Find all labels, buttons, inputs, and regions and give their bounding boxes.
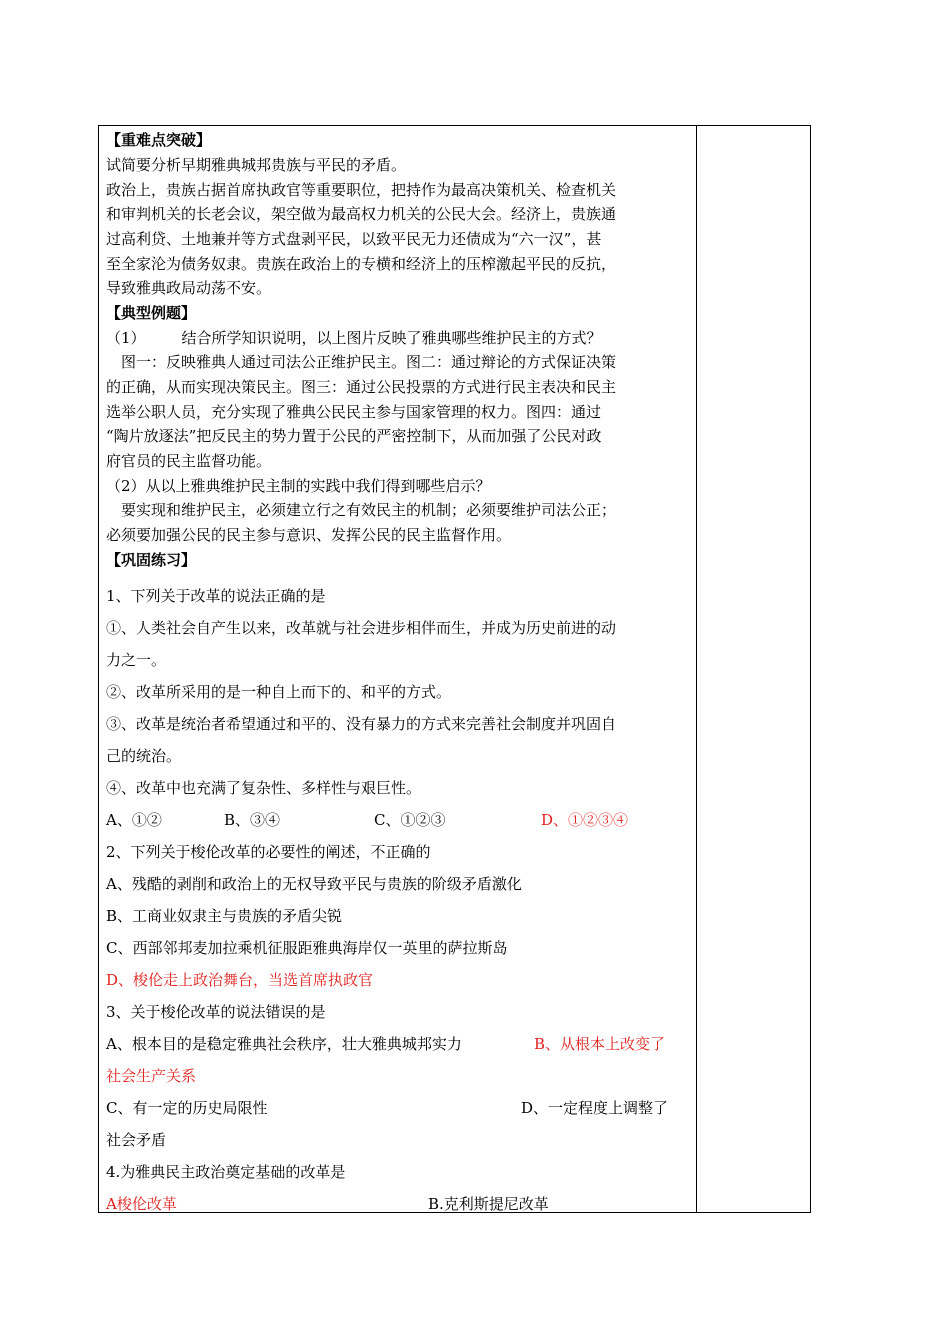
example-a1-line: 府官员的民主监督功能。	[106, 452, 272, 470]
heading-examples: 【典型例题】	[106, 304, 197, 322]
practice-q3-option-c: C、有一定的历史局限性	[106, 1099, 268, 1117]
key-answer-line: 和审判机关的长老会议，架空做为最高权力机关的公民大会。经济上，贵族通	[106, 205, 617, 223]
practice-q4-option-a-answer: A梭伦改革	[106, 1195, 177, 1213]
key-answer-line: 政治上，贵族占据首席执政官等重要职位，把持作为最高决策机关、检查机关	[106, 181, 617, 199]
practice-q1-item: ③、改革是统治者希望通过和平的、没有暴力的方式来完善社会制度并巩固自	[106, 715, 617, 733]
example-a2-line: 要实现和维护民主，必须建立行之有效民主的机制；必须要维护司法公正；	[121, 501, 617, 519]
example-a1-line: 的正确，从而实现决策民主。图三：通过公民投票的方式进行民主表决和民主	[106, 378, 617, 396]
notes-column-divider	[696, 125, 697, 1213]
practice-q1-item: 己的统治。	[106, 747, 182, 765]
option-a: A、①②	[106, 811, 162, 829]
practice-q2-option-a: A、残酷的剥削和政治上的无权导致平民与贵族的阶级矛盾激化	[106, 875, 522, 893]
practice-q1-item: ④、改革中也充满了复杂性、多样性与艰巨性。	[106, 779, 422, 797]
practice-q3-option-b-answer: B、从根本上改变了	[534, 1035, 666, 1053]
practice-q1-item: 力之一。	[106, 651, 167, 669]
practice-q1-stem: 1、下列关于改革的说法正确的是	[106, 587, 326, 605]
heading-practice: 【巩固练习】	[106, 551, 197, 569]
example-q1-text: 结合所学知识说明，以上图片反映了雅典哪些维护民主的方式？	[181, 329, 602, 347]
practice-q3-option-d: D、一定程度上调整了	[521, 1099, 669, 1117]
heading-key-points: 【重难点突破】	[106, 131, 212, 149]
practice-q1-item: ①、人类社会自产生以来，改革就与社会进步相伴而生，并成为历史前进的动	[106, 619, 617, 637]
key-question: 试简要分析早期雅典城邦贵族与平民的矛盾。	[106, 156, 407, 174]
practice-q3-stem: 3、关于梭伦改革的说法错误的是	[106, 1003, 326, 1021]
key-answer-line: 导致雅典政局动荡不安。	[106, 279, 272, 297]
practice-q4-stem: 4.为雅典民主政治奠定基础的改革是	[106, 1163, 346, 1181]
key-answer-line: 至全家沦为债务奴隶。贵族在政治上的专横和经济上的压榨激起平民的反抗，	[106, 255, 617, 273]
example-q1-number: （1）	[106, 329, 146, 347]
example-a1-line: 选举公职人员，充分实现了雅典公民民主参与国家管理的权力。图四：通过	[106, 403, 602, 421]
example-a1-line: 图一：反映雅典人通过司法公正维护民主。图二：通过辩论的方式保证决策	[121, 353, 617, 371]
practice-q3-option-b-cont: 社会生产关系	[106, 1067, 197, 1085]
option-b: B、③④	[224, 811, 281, 829]
practice-q3-option-d-cont: 社会矛盾	[106, 1131, 167, 1149]
option-c: C、①②③	[374, 811, 446, 829]
example-a2-line: 必须要加强公民的民主参与意识、发挥公民的民主监督作用。	[106, 526, 512, 544]
option-d-answer: D、①②③④	[541, 811, 629, 829]
example-a1-line: “陶片放逐法”把反民主的势力置于公民的严密控制下，从而加强了公民对政	[106, 427, 602, 445]
key-answer-line: 过高利贷、土地兼并等方式盘剥平民，以致平民无力还债成为“六一汉”，甚	[106, 230, 602, 248]
example-q2: （2）从以上雅典维护民主制的实践中我们得到哪些启示？	[106, 477, 491, 495]
practice-q1-item: ②、改革所采用的是一种自上而下的、和平的方式。	[106, 683, 452, 701]
practice-q2-option-c: C、西部邻邦麦加拉乘机征服距雅典海岸仅一英里的萨拉斯岛	[106, 939, 508, 957]
practice-q2-option-b: B、工商业奴隶主与贵族的矛盾尖锐	[106, 907, 343, 925]
practice-q2-stem: 2、下列关于梭伦改革的必要性的阐述，不正确的	[106, 843, 431, 861]
practice-q2-option-d-answer: D、梭伦走上政治舞台，当选首席执政官	[106, 971, 374, 989]
practice-q4-option-b: B.克利斯提尼改革	[428, 1195, 549, 1213]
practice-q3-option-a: A、根本目的是稳定雅典社会秩序，壮大雅典城邦实力	[106, 1035, 462, 1053]
example-q1	[106, 329, 602, 347]
